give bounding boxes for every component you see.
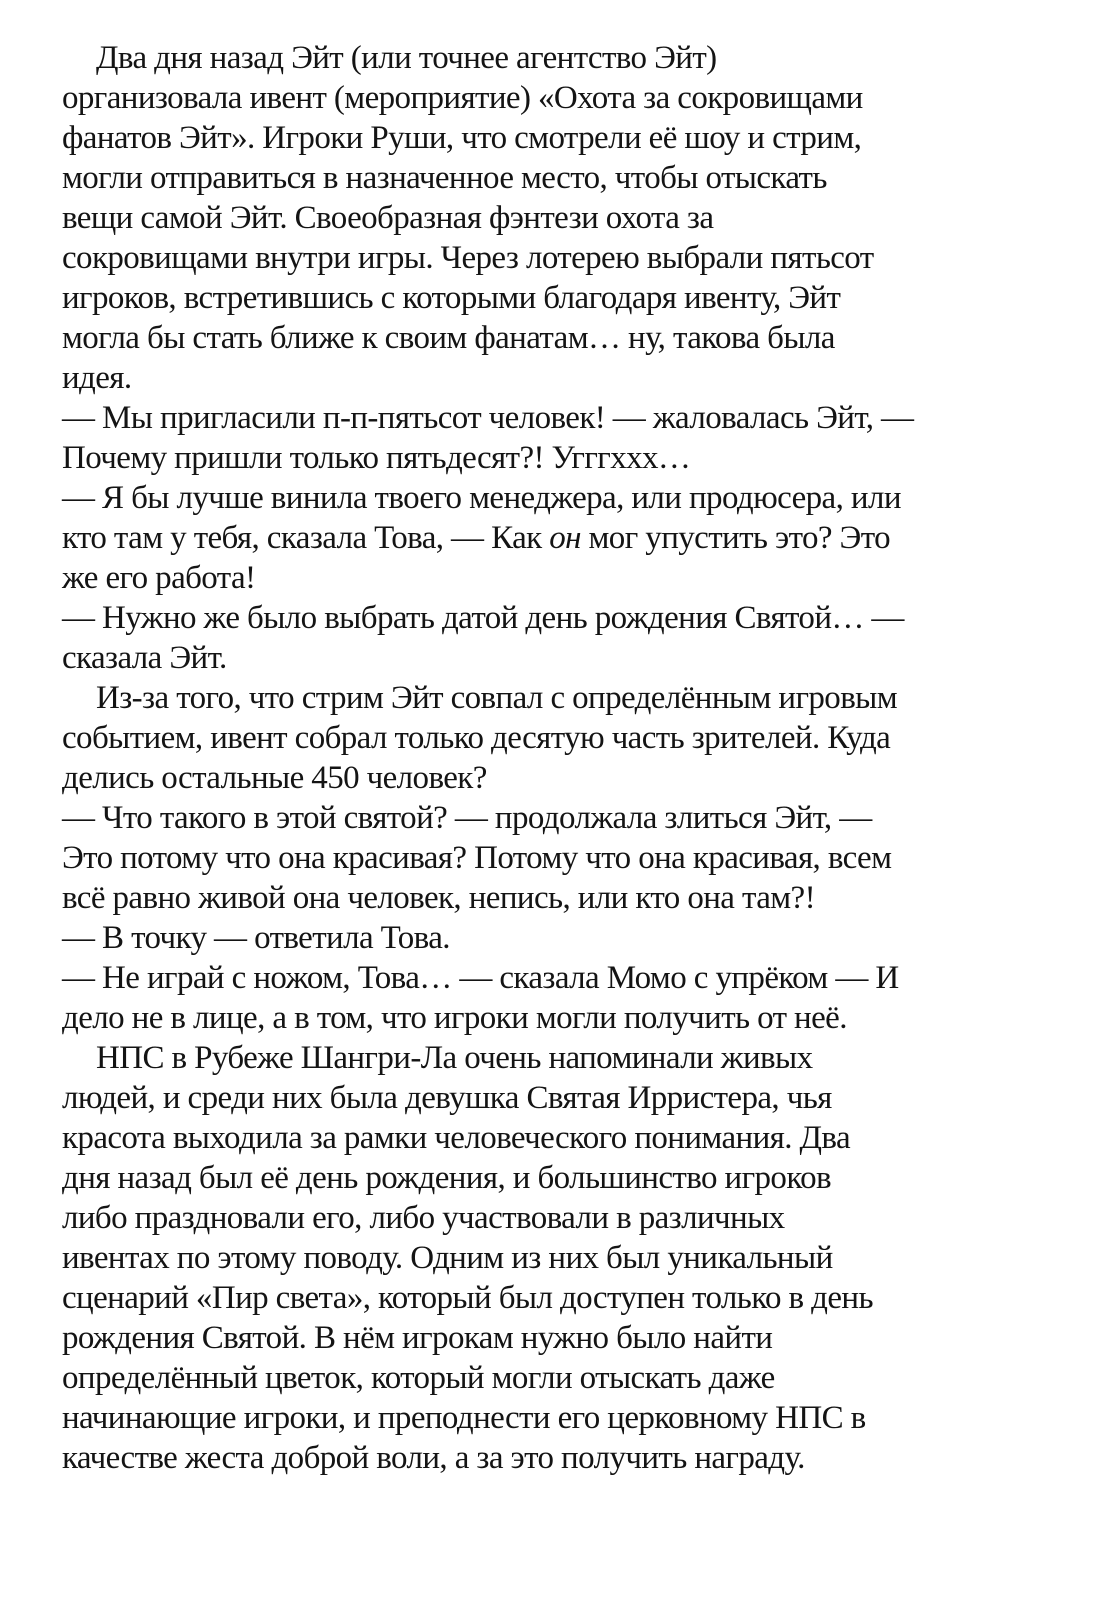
text-line: же его работа! (62, 560, 256, 596)
text-line: игроков, встретившись с которыми благодаря ивенту, Эйт (62, 280, 841, 316)
text-line: идея. (62, 360, 132, 396)
text-line: делись остальные 450 человек? (62, 760, 487, 796)
text-line: — Не играй с ножом, Това… — сказала Момо с упрёком — И (62, 960, 899, 996)
text-line: Два дня назад Эйт (или точнее агентство Эйт) (96, 40, 717, 76)
text-line: событием, ивент собрал только десятую часть зрителей. Куда (62, 720, 891, 756)
text-line: начинающие игроки, и преподнести его церковному НПС в (62, 1400, 866, 1436)
text-line: могла бы стать ближе к своим фанатам… ну, такова была (62, 320, 835, 356)
text-line: либо праздновали его, либо участвовали в различных (62, 1200, 785, 1236)
text-line (62, 518, 1062, 558)
paragraph-dialogue (62, 918, 1062, 958)
paragraph-dialogue (62, 798, 1062, 918)
paragraph-dialogue (62, 478, 1062, 598)
text-line: могли отправиться в назначенное место, чтобы отыскать (62, 160, 827, 196)
text-line: организовала ивент (мероприятие) «Охота за сокровищами (62, 80, 863, 116)
text-line: — Нужно же было выбрать датой день рождения Святой… — (62, 600, 904, 636)
text-line: Почему пришли только пятьдесят?! Угггххх… (62, 440, 691, 476)
text-line: НПС в Рубеже Шангри-Ла очень напоминали живых (96, 1040, 813, 1076)
text-line: рождения Святой. В нём игрокам нужно было найти (62, 1320, 773, 1356)
text-segment: кто там у тебя, сказала Това, — Как (62, 520, 550, 556)
text-line: сказала Эйт. (62, 640, 227, 676)
text-line: определённый цветок, который могли отыскать даже (62, 1360, 775, 1396)
document-page (62, 38, 1062, 1478)
paragraph-narration (62, 38, 1062, 398)
text-line: Из-за того, что стрим Эйт совпал с определённым игровым (96, 680, 898, 716)
paragraph-dialogue (62, 598, 1062, 678)
text-line: — Мы пригласили п-п-пятьсот человек! — жаловалась Эйт, — (62, 400, 914, 436)
text-line: — Что такого в этой святой? — продолжала злиться Эйт, — (62, 800, 872, 836)
paragraph-dialogue (62, 958, 1062, 1038)
paragraph-narration (62, 1038, 1062, 1478)
italic-emphasis: он (549, 520, 581, 556)
text-line: ивентах по этому поводу. Одним из них был уникальный (62, 1240, 833, 1276)
text-line: людей, и среди них была девушка Святая Ирристера, чья (62, 1080, 832, 1116)
text-line: сокровищами внутри игры. Через лотерею выбрали пятьсот (62, 240, 874, 276)
text-line: сценарий «Пир света», который был доступен только в день (62, 1280, 873, 1316)
text-line: — В точку — ответила Това. (62, 920, 450, 956)
text-line: дело не в лице, а в том, что игроки могли получить от неё. (62, 1000, 847, 1036)
text-line: качестве жеста доброй воли, а за это получить награду. (62, 1440, 805, 1476)
text-line: фанатов Эйт». Игроки Руши, что смотрели её шоу и стрим, (62, 120, 862, 156)
text-line: красота выходила за рамки человеческого понимания. Два (62, 1120, 851, 1156)
paragraph-narration (62, 678, 1062, 798)
paragraph-dialogue (62, 398, 1062, 478)
text-line: вещи самой Эйт. Своеобразная фэнтези охота за (62, 200, 714, 236)
text-line: всё равно живой она человек, непись, или кто она там?! (62, 880, 815, 916)
text-line: дня назад был её день рождения, и большинство игроков (62, 1160, 831, 1196)
text-line: — Я бы лучше винила твоего менеджера, или продюсера, или (62, 480, 901, 516)
text-segment: мог упустить это? Это (580, 520, 891, 556)
text-line: Это потому что она красивая? Потому что она красивая, всем (62, 840, 892, 876)
